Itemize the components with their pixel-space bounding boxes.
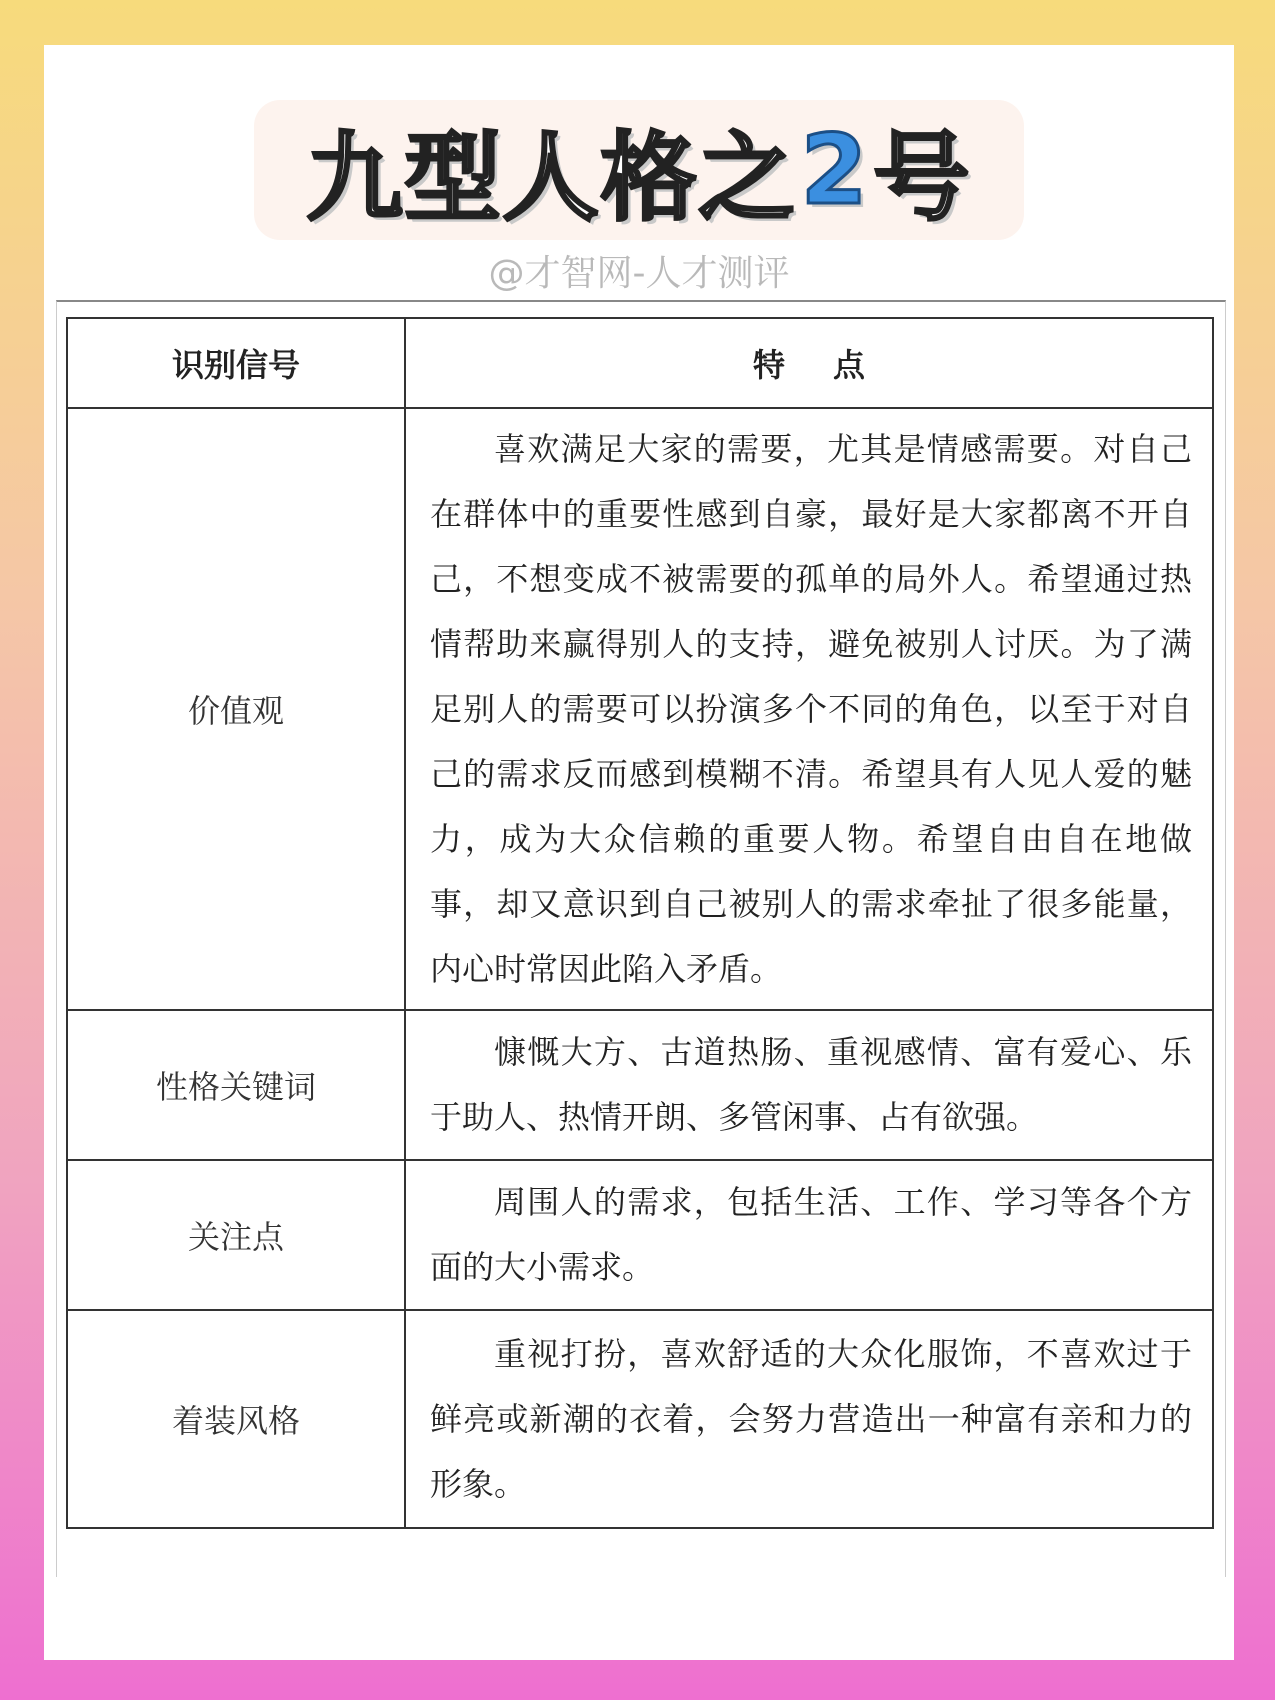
table-row — [67, 1010, 1213, 1160]
title-prefix: 九型人格之 — [306, 121, 797, 234]
content-card — [44, 45, 1234, 1660]
traits-table — [66, 317, 1214, 1529]
table-header-row — [67, 318, 1213, 408]
row-description: 喜欢满足大家的需要，尤其是情感需要。对自己在群体中的重要性感到自豪，最好是大家都离不开自己，不想变成不被需要的孤单的局外人。希望通过热情帮助来赢得别人的支持，避免被别人讨厌。为了满足别人的需要可以扮演多个不同的角色，以至于对自己的需求反而感到模糊不清。希望具有人见人爱的魅力，成为大众信赖的重要人物。希望自由自在地做事，却又意识到自己被别人的需求牵扯了很多能量，内心时常因此陷入矛盾。 — [405, 408, 1213, 1010]
title-suffix: 号 — [873, 121, 972, 234]
row-description: 慷慨大方、古道热肠、重视感情、富有爱心、乐于助人、热情开朗、多管闲事、占有欲强。 — [405, 1010, 1213, 1160]
table-row — [67, 1310, 1213, 1528]
row-description: 周围人的需求，包括生活、工作、学习等各个方面的大小需求。 — [405, 1160, 1213, 1310]
row-signal: 价值观 — [67, 408, 405, 1010]
table-row — [67, 1160, 1213, 1310]
header-feature — [405, 318, 1213, 408]
row-description: 重视打扮，喜欢舒适的大众化服饰，不喜欢过于鲜亮或新潮的衣着，会努力营造出一种富有亲和力的形象。 — [405, 1310, 1213, 1528]
watermark: @才智网-人才测评 — [488, 253, 790, 294]
page-title — [254, 100, 1024, 240]
row-signal: 关注点 — [67, 1160, 405, 1310]
row-signal: 着装风格 — [67, 1310, 405, 1528]
table-row — [67, 408, 1213, 1010]
header-feature-label: 特点 — [752, 346, 913, 384]
header-signal: 识别信号 — [67, 318, 405, 408]
title-number: 2 — [800, 114, 870, 226]
row-signal: 性格关键词 — [67, 1010, 405, 1160]
